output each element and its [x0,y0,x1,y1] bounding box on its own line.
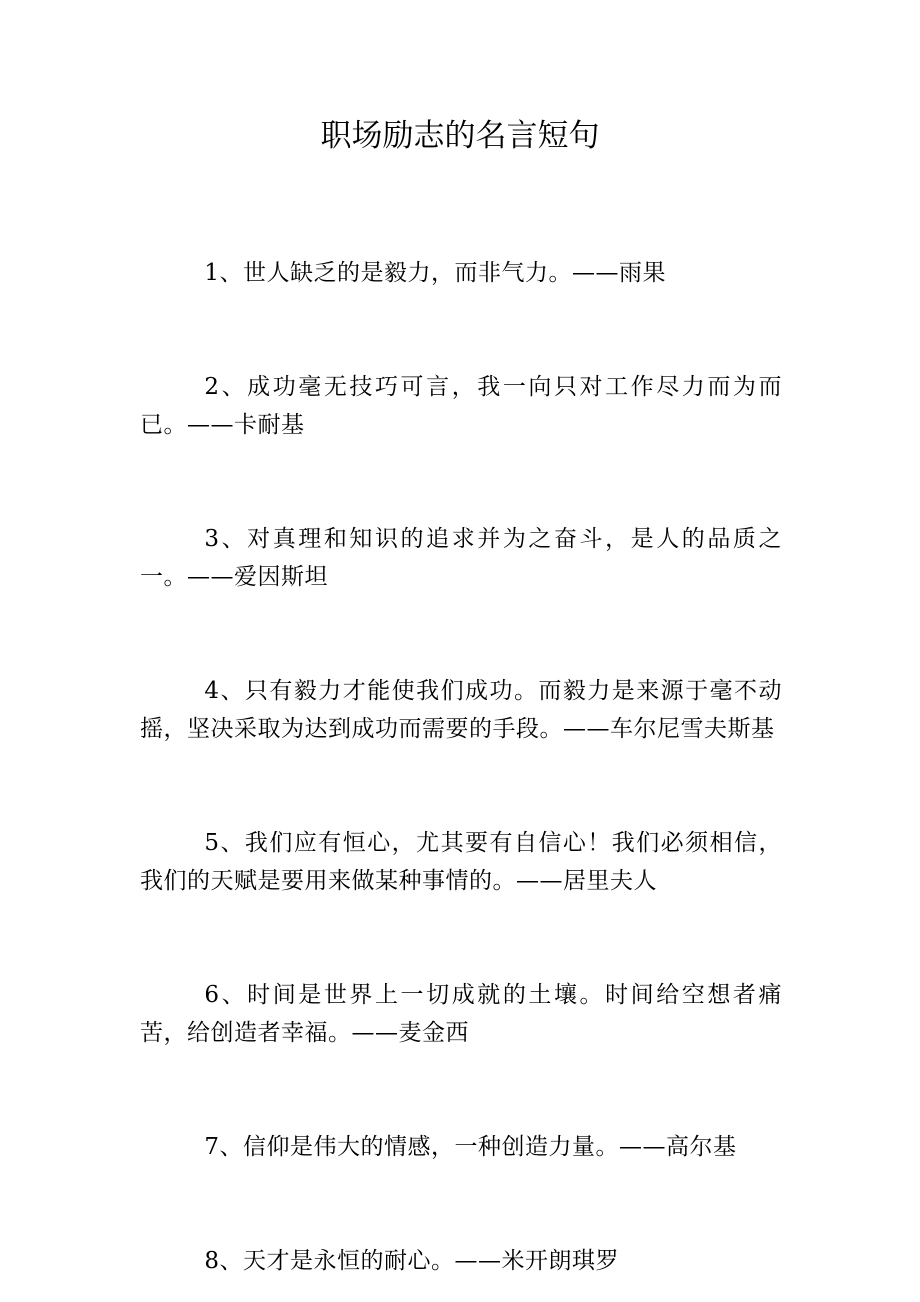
quote-item: 8、天才是永恒的耐心。——米开朗琪罗 [204,1248,620,1274]
quote-item: 5、我们应有恒心，尤其要有自信心！我们必须相信，我们的天赋是要用来做某种事情的。——居里夫人 [140,830,782,894]
page-title: 职场励志的名言短句 [320,118,600,154]
quote-item: 7、信仰是伟大的情感，一种创造力量。——高尔基 [204,1134,737,1160]
quote-item: 6、时间是世界上一切成就的土壤。时间给空想者痛苦，给创造者幸福。——麦金西 [140,982,782,1046]
quote-item: 4、只有毅力才能使我们成功。而毅力是来源于毫不动摇，坚决采取为达到成功而需要的手段。——车尔尼雪夫斯基 [140,678,782,742]
quote-item: 2、成功毫无技巧可言，我一向只对工作尽力而为而已。——卡耐基 [140,374,782,438]
quote-list [140,254,782,1280]
quote-item: 3、对真理和知识的追求并为之奋斗，是人的品质之一。——爱因斯坦 [140,526,782,590]
quote-item: 1、世人缺乏的是毅力，而非气力。——雨果 [204,260,667,286]
